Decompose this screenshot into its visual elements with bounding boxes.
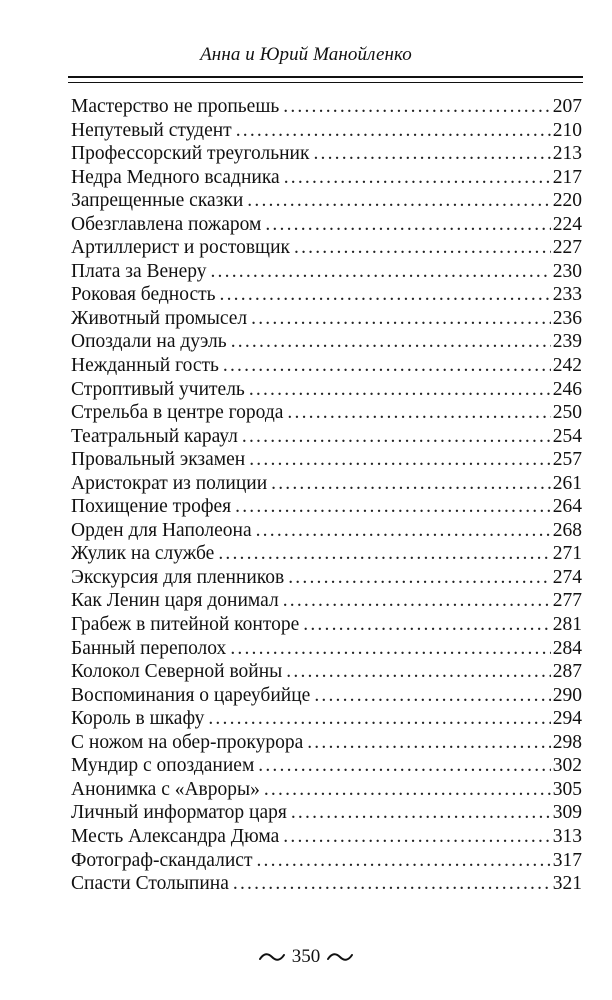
toc-entry-title: Экскурсия для пленников — [71, 566, 285, 588]
dot-leader — [264, 778, 551, 802]
page-number: 350 — [291, 946, 321, 967]
toc-entry-page-number: 287 — [552, 661, 582, 683]
toc-entry-page-number: 210 — [552, 119, 582, 141]
toc-entry-title: Король в шкафу — [71, 708, 205, 730]
toc-entry-page-number: 207 — [552, 96, 582, 117]
toc-entry — [71, 448, 582, 472]
toc-entry-title: Профессорский треугольник — [71, 143, 310, 165]
toc-entry — [71, 401, 582, 425]
toc-entry-title: Жулик на службе — [71, 543, 215, 565]
toc-entry-title: Как Ленин царя донимал — [71, 590, 279, 612]
dot-leader — [313, 142, 550, 166]
toc-entry — [71, 613, 582, 637]
dot-leader — [287, 401, 550, 425]
toc-entry-page-number: 284 — [552, 637, 582, 659]
toc-entry-title: Обезглавлена пожаром — [71, 213, 262, 235]
toc-entry — [71, 260, 582, 284]
dot-leader — [283, 589, 551, 613]
toc-entry-title: Непутевый студент — [71, 119, 232, 141]
toc-entry-page-number: 321 — [552, 873, 582, 895]
dot-leader — [236, 119, 551, 143]
toc-entry-page-number: 309 — [552, 802, 582, 824]
dot-leader — [210, 260, 550, 284]
toc-entry — [71, 142, 582, 166]
toc-entry — [71, 778, 582, 802]
toc-entry — [71, 684, 582, 708]
toc-entry-title: Животный промысел — [71, 307, 248, 329]
dot-leader — [294, 236, 551, 260]
toc-entry-title: Плата за Венеру — [71, 260, 207, 282]
toc-entry — [71, 589, 582, 613]
toc-entry-title: Недра Медного всадника — [71, 166, 280, 188]
dot-leader — [247, 189, 550, 213]
dot-leader — [251, 307, 551, 331]
toc-entry — [71, 472, 582, 496]
dot-leader — [283, 95, 551, 119]
toc-entry-page-number: 246 — [552, 378, 582, 400]
dot-leader — [291, 801, 551, 825]
dot-leader — [218, 542, 550, 566]
toc-entry-title: Опоздали на дуэль — [71, 331, 227, 353]
toc-entry-page-number: 290 — [552, 684, 582, 706]
toc-entry — [71, 378, 582, 402]
toc-entry-page-number: 217 — [552, 166, 582, 188]
toc-entry-page-number: 294 — [552, 708, 582, 730]
toc-entry-page-number: 271 — [552, 543, 582, 565]
toc-entry-page-number: 274 — [552, 566, 582, 588]
toc-entry-page-number: 264 — [552, 496, 582, 518]
toc-entry-title: Запрещенные сказки — [71, 190, 244, 212]
toc-entry — [71, 519, 582, 543]
tilde-swash-icon — [326, 951, 354, 963]
toc-entry-title: Театральный караул — [71, 425, 238, 447]
dot-leader — [284, 166, 551, 190]
toc-entry-page-number: 317 — [552, 849, 582, 871]
toc-entry — [71, 119, 582, 143]
toc-entry-page-number: 305 — [552, 778, 582, 800]
toc-entry-page-number: 261 — [552, 472, 582, 494]
toc-entry-title: Артиллерист и ростовщик — [71, 237, 290, 259]
toc-entry — [71, 95, 582, 119]
toc-entry — [71, 731, 582, 755]
toc-entry — [71, 236, 582, 260]
toc-entry — [71, 872, 582, 896]
toc-entry-title: Строптивый учитель — [71, 378, 245, 400]
toc-entry — [71, 801, 582, 825]
toc-entry-title: Похищение трофея — [71, 496, 232, 518]
toc-entry-page-number: 213 — [552, 143, 582, 165]
toc-entry-page-number: 257 — [552, 449, 582, 471]
toc-entry-title: Спасти Столыпина — [71, 873, 229, 895]
dot-leader — [258, 754, 550, 778]
dot-leader — [307, 731, 551, 755]
table-of-contents — [71, 95, 582, 896]
toc-entry-page-number: 227 — [552, 237, 582, 259]
dot-leader — [265, 213, 550, 237]
dot-leader — [288, 566, 551, 590]
dot-leader — [233, 872, 551, 896]
toc-entry-title: Мастерство не пропьешь — [71, 96, 280, 117]
toc-entry — [71, 330, 582, 354]
toc-entry — [71, 754, 582, 778]
dot-leader — [286, 660, 550, 684]
toc-entry — [71, 707, 582, 731]
header-rule-thin — [68, 82, 583, 83]
dot-leader — [314, 684, 550, 708]
dot-leader — [303, 613, 550, 637]
toc-entry-page-number: 302 — [552, 755, 582, 777]
dot-leader — [220, 283, 551, 307]
tilde-swash-icon — [258, 951, 286, 963]
toc-entry — [71, 660, 582, 684]
toc-entry — [71, 542, 582, 566]
toc-entry — [71, 849, 582, 873]
toc-entry — [71, 566, 582, 590]
toc-entry-title: Провальный экзамен — [71, 449, 246, 471]
toc-entry-title: Нежданный гость — [71, 355, 219, 377]
toc-entry-title: С ножом на обер-прокурора — [71, 731, 304, 753]
toc-entry-title: Месть Александра Дюма — [71, 825, 280, 847]
toc-entry-page-number: 224 — [552, 213, 582, 235]
toc-entry — [71, 425, 582, 449]
dot-leader — [283, 825, 550, 849]
dot-leader — [230, 637, 550, 661]
dot-leader — [242, 425, 551, 449]
running-head: Анна и Юрий Манойленко — [200, 44, 412, 65]
toc-entry — [71, 213, 582, 237]
toc-entry-title: Фотограф-скандалист — [71, 849, 253, 871]
toc-entry-page-number: 239 — [552, 331, 582, 353]
toc-entry-page-number: 236 — [552, 307, 582, 329]
dot-leader — [249, 378, 551, 402]
toc-entry-page-number: 233 — [552, 284, 582, 306]
toc-entry — [71, 637, 582, 661]
toc-entry-title: Стрельба в центре города — [71, 402, 284, 424]
toc-entry — [71, 307, 582, 331]
toc-entry-page-number: 242 — [552, 355, 582, 377]
toc-entry-page-number: 313 — [552, 825, 582, 847]
toc-entry-title: Колокол Северной войны — [71, 661, 283, 683]
dot-leader — [256, 519, 551, 543]
dot-leader — [231, 330, 551, 354]
toc-entry-page-number: 268 — [552, 519, 582, 541]
toc-entry-page-number: 220 — [552, 190, 582, 212]
toc-entry-title: Личный информатор царя — [71, 802, 287, 824]
toc-entry — [71, 283, 582, 307]
dot-leader — [223, 354, 551, 378]
toc-entry-page-number: 254 — [552, 425, 582, 447]
toc-entry-title: Аристократ из полиции — [71, 472, 268, 494]
dot-leader — [249, 448, 551, 472]
toc-entry-title: Воспоминания о цареубийце — [71, 684, 311, 706]
dot-leader — [256, 849, 550, 873]
toc-entry-page-number: 281 — [552, 614, 582, 636]
toc-entry-title: Банный переполох — [71, 637, 227, 659]
toc-entry — [71, 825, 582, 849]
toc-entry — [71, 189, 582, 213]
toc-entry — [71, 166, 582, 190]
toc-entry-title: Анонимка с «Авроры» — [71, 778, 260, 800]
toc-entry-page-number: 298 — [552, 731, 582, 753]
page-footer — [0, 946, 612, 968]
toc-entry — [71, 495, 582, 519]
toc-entry-page-number: 230 — [552, 260, 582, 282]
toc-entry-title: Грабеж в питейной конторе — [71, 614, 300, 636]
toc-entry-title: Орден для Наполеона — [71, 519, 252, 541]
toc-entry-title: Роковая бедность — [71, 284, 216, 306]
header-rule-thick — [68, 76, 583, 78]
toc-entry-page-number: 250 — [552, 402, 582, 424]
toc-entry — [71, 354, 582, 378]
dot-leader — [271, 472, 551, 496]
dot-leader — [235, 495, 551, 519]
toc-entry-title: Мундир с опозданием — [71, 755, 255, 777]
dot-leader — [208, 707, 550, 731]
toc-entry-page-number: 277 — [552, 590, 582, 612]
